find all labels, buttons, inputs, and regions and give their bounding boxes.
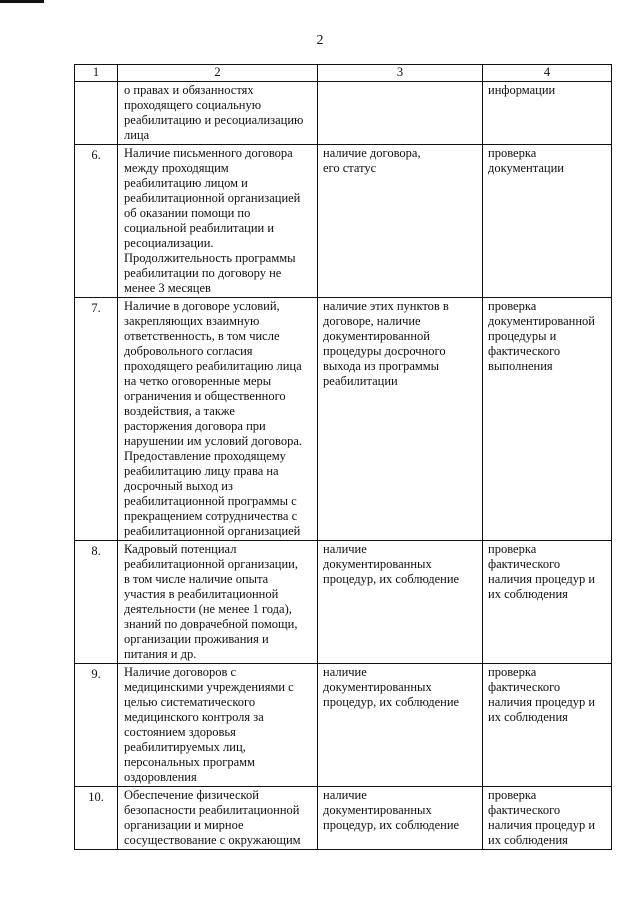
table-row [75,787,612,850]
table-row [75,145,612,298]
row-number: 9. [75,664,118,787]
table-row [75,298,612,541]
indicator-cell: наличие этих пунктов в договоре, наличие документированной процедуры досрочного выхода из программы реабилитации [318,298,483,541]
method-cell: проверка документации [483,145,612,298]
method-cell: проверка фактического наличия процедур и их соблюдения [483,664,612,787]
method-cell: проверка фактического наличия процедур и их соблюдения [483,541,612,664]
page-number: 2 [316,33,324,48]
criterion-cell: Кадровый потенциал реабилитационной организации, в том числе наличие опыта участия в реабилитационной деятельности (не менее 1 года), знаний по доврачебной помощи, организации проживания и питания и др. [118,541,318,664]
criterion-cell: Обеспечение физической безопасности реабилитационной организации и мирное сосуществование с окружающим [118,787,318,850]
indicator-cell: наличие документированных процедур, их соблюдение [318,664,483,787]
table-row [75,664,612,787]
indicator-cell: наличие договора, его статус [318,145,483,298]
row-number: 8. [75,541,118,664]
row-number: 10. [75,787,118,850]
criterion-cell: о правах и обязанностях проходящего социальную реабилитацию и ресоциализацию лица [118,82,318,145]
row-number: 7. [75,298,118,541]
method-cell: информации [483,82,612,145]
indicator-cell [318,82,483,145]
table-header-row [75,65,612,82]
table-row [75,541,612,664]
criterion-cell: Наличие договоров с медицинскими учреждениями с целью систематического медицинского контроля за состоянием здоровья реабилитируемых лиц, персональных программ оздоровления [118,664,318,787]
table-row [75,82,612,145]
corner-mark [0,0,44,3]
row-number: 6. [75,145,118,298]
indicator-cell: наличие документированных процедур, их соблюдение [318,787,483,850]
row-number [75,82,118,145]
column-header-4: 4 [483,65,612,82]
method-cell: проверка документированной процедуры и фактического выполнения [483,298,612,541]
criteria-table [74,64,612,850]
method-cell: проверка фактического наличия процедур и их соблюдения [483,787,612,850]
column-header-3: 3 [318,65,483,82]
indicator-cell: наличие документированных процедур, их соблюдение [318,541,483,664]
column-header-1: 1 [75,65,118,82]
column-header-2: 2 [118,65,318,82]
criterion-cell: Наличие в договоре условий, закрепляющих взаимную ответственность, в том числе добровольного согласия проходящего реабилитацию лица на четко оговоренные меры ограничения и общественного воздействия, а также расторжения договора при нарушении им условий договора. Предоставление проходящему реабилитацию лицу права на досрочный выход из реабилитационной программы с прекращением сотрудничества с реабилитационной организацией [118,298,318,541]
criterion-cell: Наличие письменного договора между проходящим реабилитацию лицом и реабилитационной организацией об оказании помощи по социальной реабилитации и ресоциализации. Продолжительность программы реабилитации по договору не менее 3 месяцев [118,145,318,298]
